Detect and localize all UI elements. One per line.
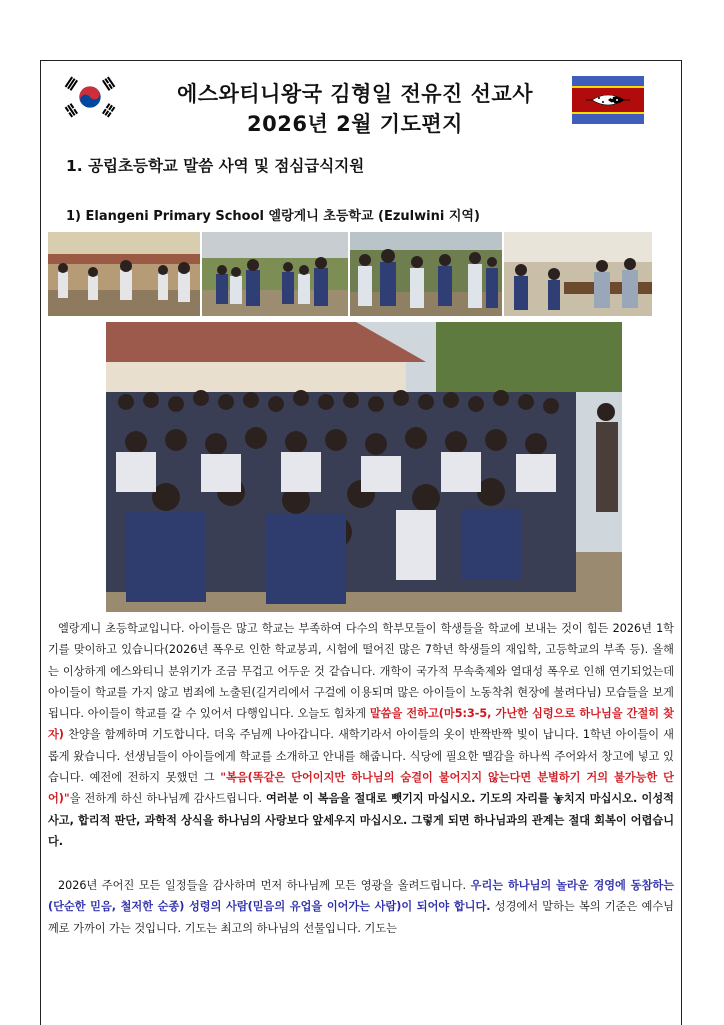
korea-flag xyxy=(58,72,122,122)
paragraph-text: 성경에서 말하는 복의 기준은 예수님께로 가까이 가는 것입니다. 기도는 최고의 하나님의 선물입니다. 기도는 xyxy=(48,900,674,935)
school-photo-4 xyxy=(504,232,652,316)
paragraph-text: 찬양을 함께하며 기도합니다. 더욱 주님께 나아갑니다. 새학기라서 아이들의 옷이 반짝반짝 빛이 납니다. 1학년 아이들이 새롭게 왔습니다. 선생님들이 아이들에게 학교를 소개하고 안내를 해줍니다. 식당에 필요한 땔감을 하나씩 주어와서 창고에 넣고 있습니다. 예전에 전하지 못했던 그 xyxy=(48,728,674,785)
paragraph-elangeni xyxy=(48,618,674,852)
school-photo-1 xyxy=(48,232,200,316)
bold-exhortation: 여러분 이 복음을 절대로 뺏기지 마십시오. 기도의 자리를 놓치지 마십시오. 이성적 사고, 합리적 판단, 과학적 상식을 하나님의 사랑보다 앞세우지 마십시오. 그렇게 되면 하나님과의 관계는 절대 회복이 어렵습니다. xyxy=(48,792,674,848)
paragraph-text: 2026년 주어진 모든 일정들을 감사하며 먼저 하나님께 모든 영광을 올려드립니다. xyxy=(58,879,471,892)
highlight-scripture: 말씀을 전하고(마5:3-5, 가난한 심령으로 하나님을 간절히 찾자) xyxy=(48,707,674,742)
paragraph-text: 엘랑게니 초등학교입니다. 아이들은 많고 학교는 부족하여 다수의 학부모들이 학생들을 학교에 보내는 것이 힘든 2026년 1학기를 맞이하고 있습니다(2026년 폭우로 인한 학교붕괴, 시험에 떨어진 많은 7학년 학생들의 재입학, 고등학교의 부족 등). 올해는 이상하게 에스와티니 분위기가 조금 무겁고 어두운 것 같습니다. 개학이 국가적 무속축제와 열대성 폭우로 인해 연기되었는데 아이들이 학교를 가지 않고 범죄에 노출된(길거리에서 구걸에 이용되며 많은 아이들이 노동착취 현장에 불려다님) 모습들을 보게됩니다. 아이들이 학교를 갈 수 있어서 다행입니다. 오늘도 힘차게 xyxy=(48,622,674,721)
letter-date-title: 2026년 2월 기도편지 xyxy=(247,112,463,136)
eswatini-flag xyxy=(572,76,644,124)
paragraph-thanks xyxy=(48,875,674,939)
school-photo-3 xyxy=(350,232,502,316)
highlight-gospel: "복음(똑같은 단어이지만 하나님의 숨결이 불어지지 않는다면 분별하기 거의 불가능한 단어)" xyxy=(48,771,674,806)
letter-title: 에스와티니왕국 김형일 전유진 선교사 xyxy=(176,82,533,106)
assembly-photo xyxy=(106,322,622,612)
school-photo-2 xyxy=(202,232,348,316)
section-heading: 1. 공립초등학교 말씀 사역 및 점심급식지원 xyxy=(66,157,365,175)
highlight-blue: 우리는 하나님의 놀라운 경영에 동참하는(단순한 믿음, 철저한 순종) 성령의 사람(믿음의 유업을 이어가는 사람)이 되어야 합니다. xyxy=(48,879,674,914)
sub-heading: 1) Elangeni Primary School 엘랑게니 초등학교 (Ezulwini 지역) xyxy=(66,209,480,224)
paragraph-text: 을 전하게 하신 하나님께 감사드립니다. xyxy=(69,792,266,806)
